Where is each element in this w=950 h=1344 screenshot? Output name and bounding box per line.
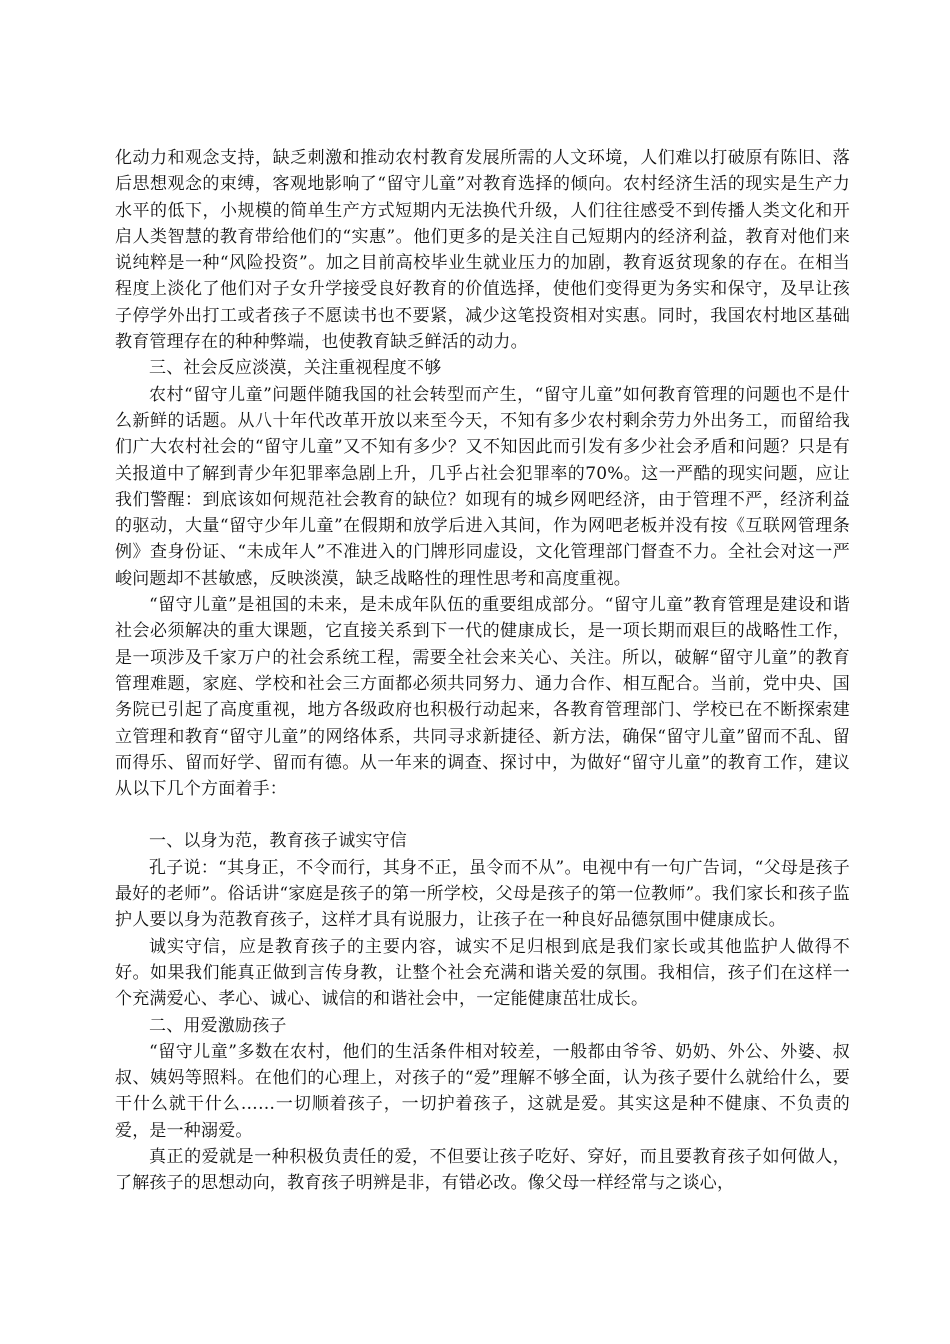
paragraph-confucius: 孔子说：“其身正，不令而行，其身不正，虽令而不从”。电视中有一句广告词，“父母是孩子最好的老师”。俗话讲“家庭是孩子的第一所学校，父母是孩子的第一位教师”。我们家长和孩子监护人要以身为范教育孩子，这样才具有说服力，让孩子在一种良好品德氛围中健康成长。: [115, 857, 850, 931]
paragraph-rural-care: “留守儿童”多数在农村，他们的生活条件相对较差，一般都由爷爷、奶奶、外公、外婆、叔叔、姨妈等照料。在他们的心理上，对孩子的“爱”理解不够全面，认为孩子要什么就给什么，要干什么就干什么……一切顺着孩子，一切护着孩子，这就是爱。其实这是种不健康、不负责的爱，是一种溺爱。: [115, 1041, 850, 1141]
paragraph-honesty: 诚实守信，应是教育孩子的主要内容，诚实不足归根到底是我们家长或其他监护人做得不好。如果我们能真正做到言传身教，让整个社会充满和谐关爱的氛围。我相信，孩子们在这样一个充满爱心、孝心、诚心、诚信的和谐社会中，一定能健康茁壮成长。: [115, 936, 850, 1010]
section-heading-two: 二、用爱激励孩子: [149, 1015, 287, 1036]
section-heading-one: 一、以身为范，教育孩子诚实守信: [149, 831, 407, 852]
paragraph-left-behind-children: “留守儿童”是祖国的未来，是未成年队伍的重要组成部分。“留守儿童”教育管理是建设和谐社会必须解决的重大课题，它直接关系到下一代的健康成长，是一项长期而艰巨的战略性工作，是一项涉及千家万户的社会系统工程，需要全社会来关心、关注。所以，破解“留守儿童”的教育管理难题，家庭、学校和社会三方面都必须共同努力、通力合作、相互配合。当前，党中央、国务院已引起了高度重视，地方各级政府也积极行动起来，各教育管理部门、学校已在不断探索建立管理和教育“留守儿童”的网络体系，共同寻求新捷径、新方法，确保“留守儿童”留而不乱、留而得乐、留而好学、留而有德。从一年来的调查、探讨中，为做好“留守儿童”的教育工作，建议从以下几个方面着手：: [115, 595, 850, 800]
paragraph-social-response: 农村“留守儿童”问题伴随我国的社会转型而产生，“留守儿童”如何教育管理的问题也不是什么新鲜的话题。从八十年代改革开放以来至今天，不知有多少农村剩余劳力外出务工，而留给我们广大农村社会的“留守儿童”又不知有多少？又不知因此而引发有多少社会矛盾和问题？只是有关报道中了解到青少年犯罪率急剧上升，几乎占社会犯罪率的70%。这一严酷的现实问题，应让我们警醒：到底该如何规范社会教育的缺位？如现有的城乡网吧经济，由于管理不严，经济利益的驱动，大量“留守少年儿童”在假期和放学后进入其间，作为网吧老板并没有按《互联网管理条例》查身份证、“未成年人”不准进入的门牌形同虚设，文化管理部门督查不力。全社会对这一严峻问题却不甚敏感，反映淡漠，缺乏战略性的理性思考和高度重视。: [115, 384, 850, 589]
section-heading-three: 三、社会反应淡漠，关注重视程度不够: [149, 358, 442, 379]
document-body: [115, 145, 850, 1197]
paragraph-continued: 化动力和观念支持，缺乏刺激和推动农村教育发展所需的人文环境，人们难以打破原有陈旧、落后思想观念的束缚，客观地影响了“留守儿童”对教育选择的倾向。农村经济生活的现实是生产力水平的低下，小规模的简单生产方式短期内无法换代升级，人们往往感受不到传播人类文化和开启人类智慧的教育带给他们的“实惠”。他们更多的是关注自己短期内的经济利益，教育对他们来说纯粹是一种“风险投资”。加之目前高校毕业生就业压力的加剧，教育返贫现象的存在。在相当程度上淡化了他们对子女升学接受良好教育的价值选择，使他们变得更为务实和保守，及早让孩子停学外出打工或者孩子不愿读书也不要紧，减少这笔投资相对实惠。同时，我国农村地区基础教育管理存在的种种弊端，也使教育缺乏鲜活的动力。: [115, 148, 850, 353]
blank-line: [115, 802, 850, 828]
paragraph-true-love: 真正的爱就是一种积极负责任的爱，不但要让孩子吃好、穿好，而且要教育孩子如何做人，了解孩子的思想动向，教育孩子明辨是非，有错必改。像父母一样经常与之谈心，: [115, 1146, 850, 1194]
